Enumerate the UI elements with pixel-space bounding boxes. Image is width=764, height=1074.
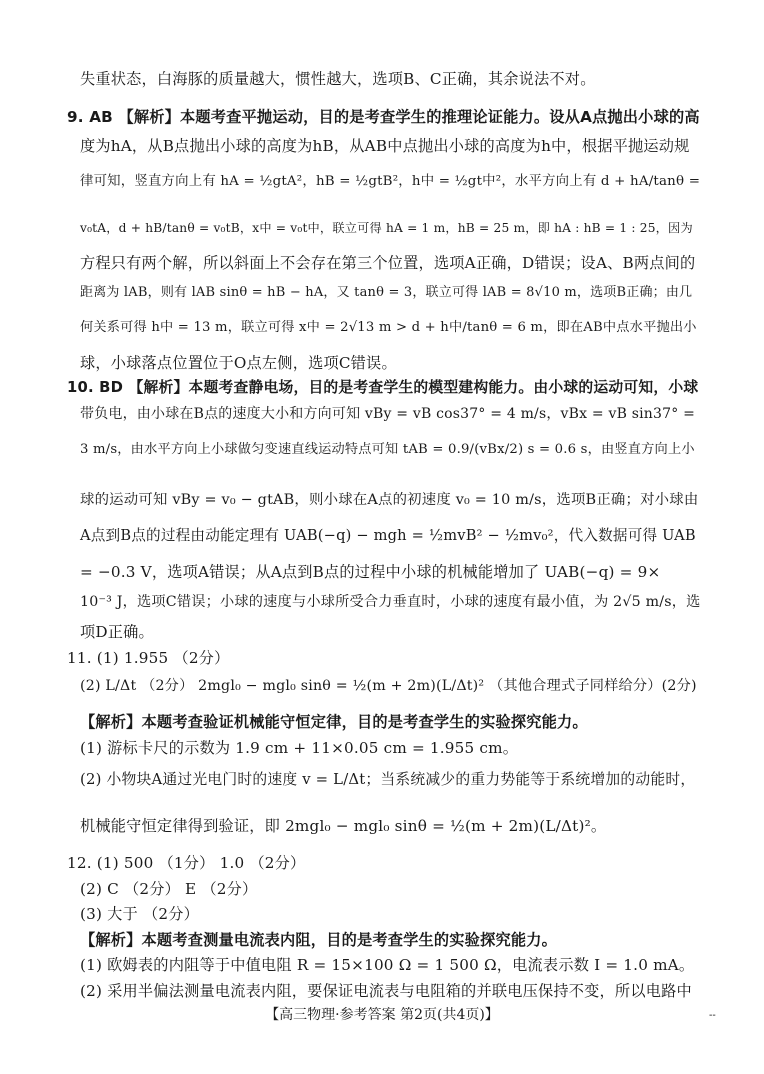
text-line: 何关系可得 h中 = 13 m，联立可得 x中 = 2√13 m > d + h中/tanθ = 6 m，即在AB中点水平抛出小 (80, 320, 697, 335)
text-line: (1) 欧姆表的内阻等于中值电阻 R = 15×100 Ω = 1 500 Ω，电流表示数 I = 1.0 mA。 (80, 956, 695, 974)
text-line: 项D正确。 (80, 623, 154, 641)
text-line: 10. BD 【解析】本题考查静电场，目的是考查学生的模型建构能力。由小球的运动可知，小球 (67, 379, 699, 396)
text-line: 3 m/s，由水平方向上小球做匀变速直线运动特点可知 tAB = 0.9/(vBx/2) s = 0.6 s，由竖直方向上小 (80, 442, 695, 457)
text-line: (2) 采用半偏法测量电流表内阻，要保证电流表与电阻箱的并联电压保持不变，所以电路中 (80, 982, 692, 1000)
text-line: 方程只有两个解，所以斜面上不会存在第三个位置，选项A正确，D错误；设A、B两点间的 (80, 254, 696, 272)
text-line: 10⁻³ J，选项C错误；小球的速度与小球所受合力垂直时，小球的速度有最小值，为 2√5 m/s，选 (80, 594, 701, 610)
text-line: 度为hA，从B点抛出小球的高度为hB，从AB中点抛出小球的高度为h中，根据平抛运动规 (80, 137, 690, 155)
text-line: 球，小球落点位置位于O点左侧，选项C错误。 (80, 354, 397, 372)
text-line: 12. (1) 500 （1分） 1.0 （2分） (67, 854, 306, 872)
text-line: 【解析】本题考查测量电流表内阻，目的是考查学生的实验探究能力。 (80, 931, 558, 949)
text-line: 律可知，竖直方向上有 hA = ½gtA²，hB = ½gtB²，h中 = ½gt中²，水平方向上有 d + hA/tanθ = (80, 174, 701, 189)
text-line: 11. (1) 1.955 （2分） (67, 649, 230, 667)
text-line: (2) C （2分） E （2分） (80, 880, 258, 898)
text-line: 距离为 lAB，则有 lAB sinθ = hB − hA，又 tanθ = 3，联立可得 lAB = 8√10 m，选项B正确；由几 (80, 285, 693, 300)
corner-mark: -- (709, 1010, 716, 1021)
text-line: 【解析】本题考查验证机械能守恒定律，目的是考查学生的实验探究能力。 (80, 713, 588, 731)
text-line: (2) 小物块A通过光电门时的速度 v = L/Δt；当系统减少的重力势能等于系统增加的动能时， (80, 771, 696, 788)
text-line: 带负电，由小球在B点的速度大小和方向可知 vBy = vB cos37° = 4 m/s，vBx = vB sin37° = (80, 406, 696, 422)
text-line: 球的运动可知 vBy = v₀ − gtAB，则小球在A点的初速度 v₀ = 10 m/s，选项B正确；对小球由 (80, 492, 699, 508)
text-line: A点到B点的过程由动能定理有 UAB(−q) − mgh = ½mvB² − ½mv₀²，代入数据可得 UAB (80, 527, 696, 544)
text-line: 9. AB 【解析】本题考查平抛运动，目的是考查学生的推理论证能力。设从A点抛出小球的高 (67, 108, 700, 126)
text-line: (3) 大于 （2分） (80, 905, 199, 923)
text-line: (2) L/Δt （2分） 2mgl₀ − mgl₀ sinθ = ½(m + 2m)(L/Δt)² （其他合理式子同样给分）(2分) (80, 678, 697, 694)
text-line: = −0.3 V，选项A错误；从A点到B点的过程中小球的机械能增加了 UAB(−q) = 9× (80, 563, 661, 581)
text-line: 机械能守恒定律得到验证，即 2mgl₀ − mgl₀ sinθ = ½(m + 2m)(L/Δt)²。 (80, 817, 607, 835)
text-line: (1) 游标卡尺的示数为 1.9 cm + 11×0.05 cm = 1.955 cm。 (80, 739, 519, 757)
page-footer: 【高三物理·参考答案 第2页(共4页)】 (265, 1007, 499, 1023)
text-line: 失重状态，白海豚的质量越大，惯性越大，选项B、C正确，其余说法不对。 (80, 70, 596, 88)
text-line: v₀tA，d + hB/tanθ = v₀tB，x中 = v₀t中，联立可得 hA = 1 m，hB = 25 m，即 hA : hB = 1 : 25，因为 (80, 221, 693, 235)
